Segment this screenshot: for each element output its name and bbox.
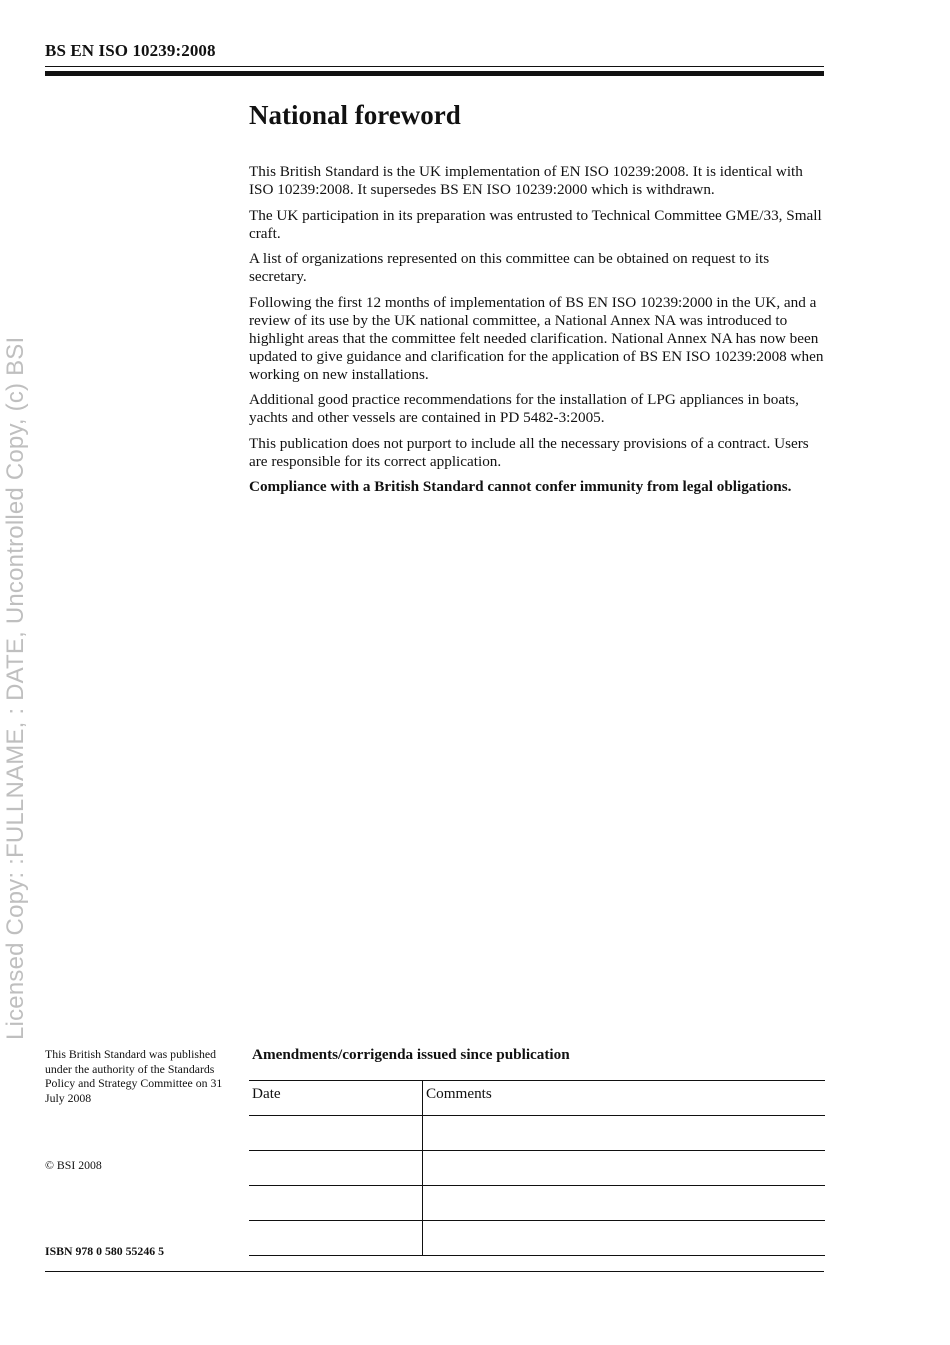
table-cell-comments [423,1151,826,1186]
header-rule-thin [45,66,824,67]
amendments-table [249,1080,825,1256]
column-header-comments: Comments [423,1081,826,1116]
document-code: BS EN ISO 10239:2008 [45,41,216,60]
table-cell-date [249,1221,423,1256]
table-row [249,1221,825,1256]
license-watermark: Licensed Copy: :FULLNAME, : DATE, Uncontrolled Copy, (c) BSI [2,336,29,1040]
table-row [249,1151,825,1186]
paragraph-provisions: This publication does not purport to include all the necessary provisions of a contract. Users are responsible for its correct application. [249,434,809,470]
paragraph-national-annex: Following the first 12 months of implementation of BS EN ISO 10239:2000 in the UK, and a review of its use by the UK national committee, a National Annex NA was introduced to highlight areas that the committee felt needed clarification. National Annex NA has now been updated to give guidance and clarification for the application of BS EN ISO 10239:2008 when working on new installations. [249,293,824,383]
page-title: National foreword [249,100,461,130]
table-cell-comments [423,1116,826,1151]
publication-note: This British Standard was published under the authority of the Standards Policy and Strategy Committee on 31 July 2008 [45,1047,223,1105]
column-header-date: Date [249,1081,423,1116]
paragraph-implementation: This British Standard is the UK implementation of EN ISO 10239:2008. It is identical with ISO 10239:2008. It supersedes BS EN ISO 10239:2000 which is withdrawn. [249,163,803,198]
amendments-title: Amendments/corrigenda issued since publication [252,1046,570,1063]
header-rule-thick [45,71,824,76]
paragraph-organizations: A list of organizations represented on this committee can be obtained on request to its secretary. [249,250,770,285]
isbn-number: ISBN 978 0 580 55246 5 [45,1244,164,1258]
table-cell-comments [423,1186,826,1221]
table-row [249,1186,825,1221]
foreword-body [249,163,827,504]
paragraph-compliance: Compliance with a British Standard cannot confer immunity from legal obligations. [249,478,792,495]
table-cell-date [249,1116,423,1151]
table-cell-date [249,1151,423,1186]
table-header-row [249,1081,825,1116]
paragraph-committee: The UK participation in its preparation was entrusted to Technical Committee GME/33, Small craft. [249,206,822,242]
table-cell-date [249,1186,423,1221]
table-cell-comments [423,1221,826,1256]
table-row [249,1116,825,1151]
paragraph-lpg-recommendations: Additional good practice recommendations for the installation of LPG appliances in boats, yachts and other vessels are contained in PD 5482-3:2005. [249,391,799,426]
footer-rule [45,1271,824,1272]
copyright-notice: © BSI 2008 [45,1158,102,1172]
